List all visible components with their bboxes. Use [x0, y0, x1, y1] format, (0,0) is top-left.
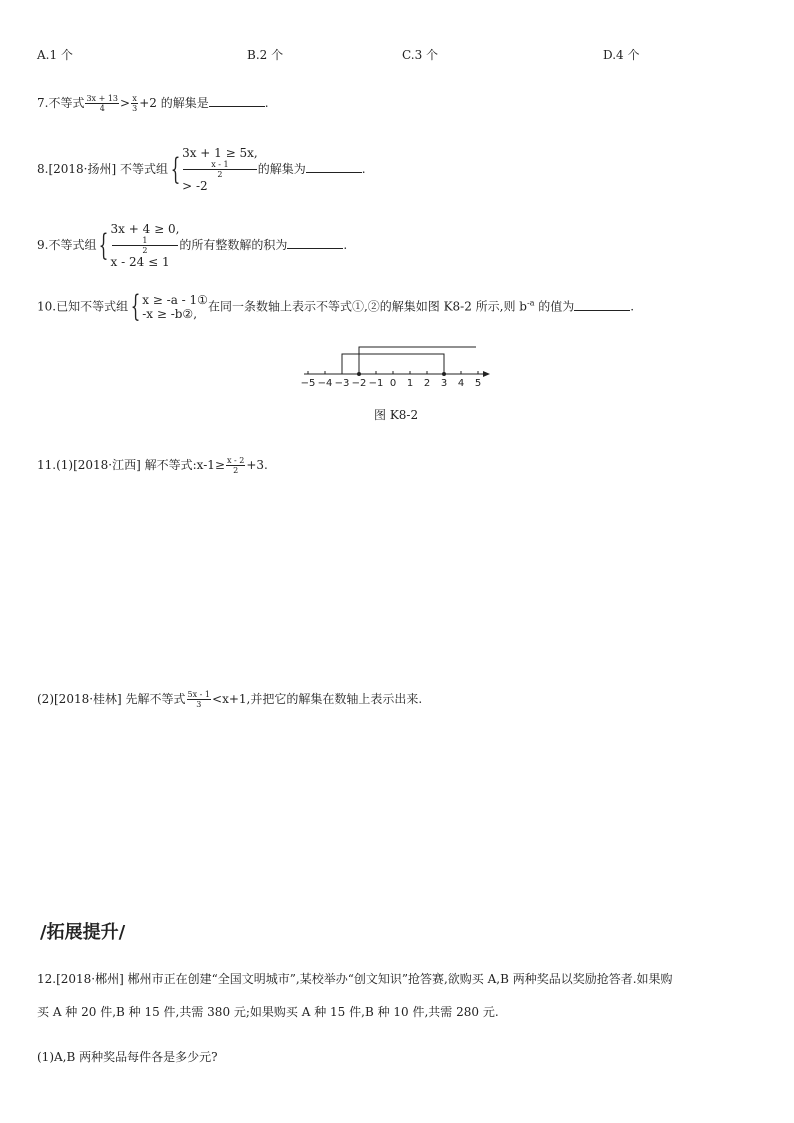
q9-end: . [343, 238, 348, 252]
q10-tail-2: 的值为 [534, 299, 575, 314]
question-12-subquestion-1: (1)A,B 两种奖品每件各是多少元? [37, 1050, 218, 1064]
q9-system [111, 222, 180, 269]
q10-tail: 在同一条数轴上表示不等式①,②的解集如图 K8-2 所示,则 b [207, 299, 527, 314]
q11-part1-tail: +3. [246, 458, 268, 472]
q11-part2-tail: <x+1,并把它的解集在数轴上表示出来. [212, 692, 423, 706]
figure-caption: 图 K8-2 [374, 408, 419, 422]
q10-end: . [630, 299, 635, 314]
q9-prefix: 9.不等式组 [37, 238, 97, 252]
answer-blank-q8[interactable] [306, 162, 362, 173]
axis-tick-label: 5 [474, 378, 482, 389]
q8-row-2: x - 1 2 > -2 [182, 160, 258, 193]
q7-fraction-1: $\frac{3x + 13}{4}$ [86, 94, 119, 113]
q8-prefix: 8.[2018·扬州] 不等式组 [37, 162, 168, 176]
answer-blank-q9[interactable] [287, 238, 343, 249]
q11-part2-prefix: (2)[2018·桂林] 先解不等式 [37, 692, 186, 706]
option-b: B.2 个 [247, 48, 284, 62]
q8-end: . [361, 162, 366, 176]
q10-system [142, 293, 208, 321]
answer-blank-q7[interactable] [209, 96, 265, 107]
axis-tick-label: 2 [423, 378, 431, 389]
question-8 [37, 146, 366, 193]
axis-arrow-icon [483, 371, 490, 377]
q11-part1-prefix: 11.(1)[2018·江西] 解不等式:x-1≥ [37, 458, 225, 472]
option-a: A.1 个 [37, 48, 73, 62]
question-7 [37, 94, 269, 113]
q7-fraction-2: $\frac{x}{3}$ [132, 94, 138, 113]
answer-blank-q10[interactable] [574, 300, 630, 311]
axis-tick-label: 3 [440, 378, 448, 389]
section-heading: /拓展提升/ [40, 922, 126, 943]
solution-set-line-2 [359, 347, 476, 374]
question-9 [37, 222, 347, 269]
axis-tick-label: −3 [334, 378, 350, 389]
q10-row-1: x ≥ -a - 1① [142, 293, 208, 307]
q7-tail: +2 的解集是 [139, 96, 209, 110]
q9-row-2: 1 2 x - 24 ≤ 1 [111, 236, 180, 269]
axis-tick-label: −2 [351, 378, 367, 389]
q10-exponent: -a [526, 298, 535, 308]
q9-tail: 的所有整数解的积为 [179, 238, 288, 252]
question-12-line-2: 买 A 种 20 件,B 种 15 件,共需 380 元;如果购买 A 种 15 件,B 种 10 件,共需 280 元. [37, 1005, 499, 1019]
q7-prefix: 7.不等式 [37, 96, 85, 110]
brace-icon: { [130, 289, 141, 324]
option-d: D.4 个 [603, 48, 640, 62]
q10-prefix: 10.已知不等式组 [37, 299, 129, 314]
q11-fraction-2: $\frac{5x - 1}{3}$ [187, 690, 211, 709]
q8-row-1: 3x + 1 ≥ 5x, [182, 146, 258, 160]
axis-tick-label: 0 [389, 378, 397, 389]
axis-tick-label: 4 [457, 378, 465, 389]
number-line-figure [296, 340, 496, 390]
q8-tail: 的解集为 [257, 162, 306, 176]
q7-end: . [264, 96, 269, 110]
q7-gt: > [120, 96, 131, 110]
q8-system [182, 146, 258, 193]
question-11-part-2 [37, 690, 422, 709]
brace-icon: { [99, 227, 109, 263]
question-10 [37, 289, 635, 324]
q11-fraction-1: $\frac{x - 2}{2}$ [226, 456, 245, 475]
axis-tick-label: 1 [406, 378, 414, 389]
brace-icon: { [170, 151, 181, 187]
q10-row-2: -x ≥ -b②, [142, 307, 198, 321]
question-11-part-1 [37, 456, 268, 475]
q9-row-1: 3x + 4 ≥ 0, [110, 222, 180, 236]
question-12-line-1: 12.[2018·郴州] 郴州市正在创建“全国文明城市”,某校举办“创文知识”抢答赛,欲购买 A,B 两种奖品以奖励抢答者.如果购 [37, 972, 673, 986]
axis-tick-label: −1 [368, 378, 384, 389]
axis-tick-label: −4 [317, 378, 333, 389]
option-c: C.3 个 [402, 48, 439, 62]
axis-tick-label: −5 [300, 378, 316, 389]
